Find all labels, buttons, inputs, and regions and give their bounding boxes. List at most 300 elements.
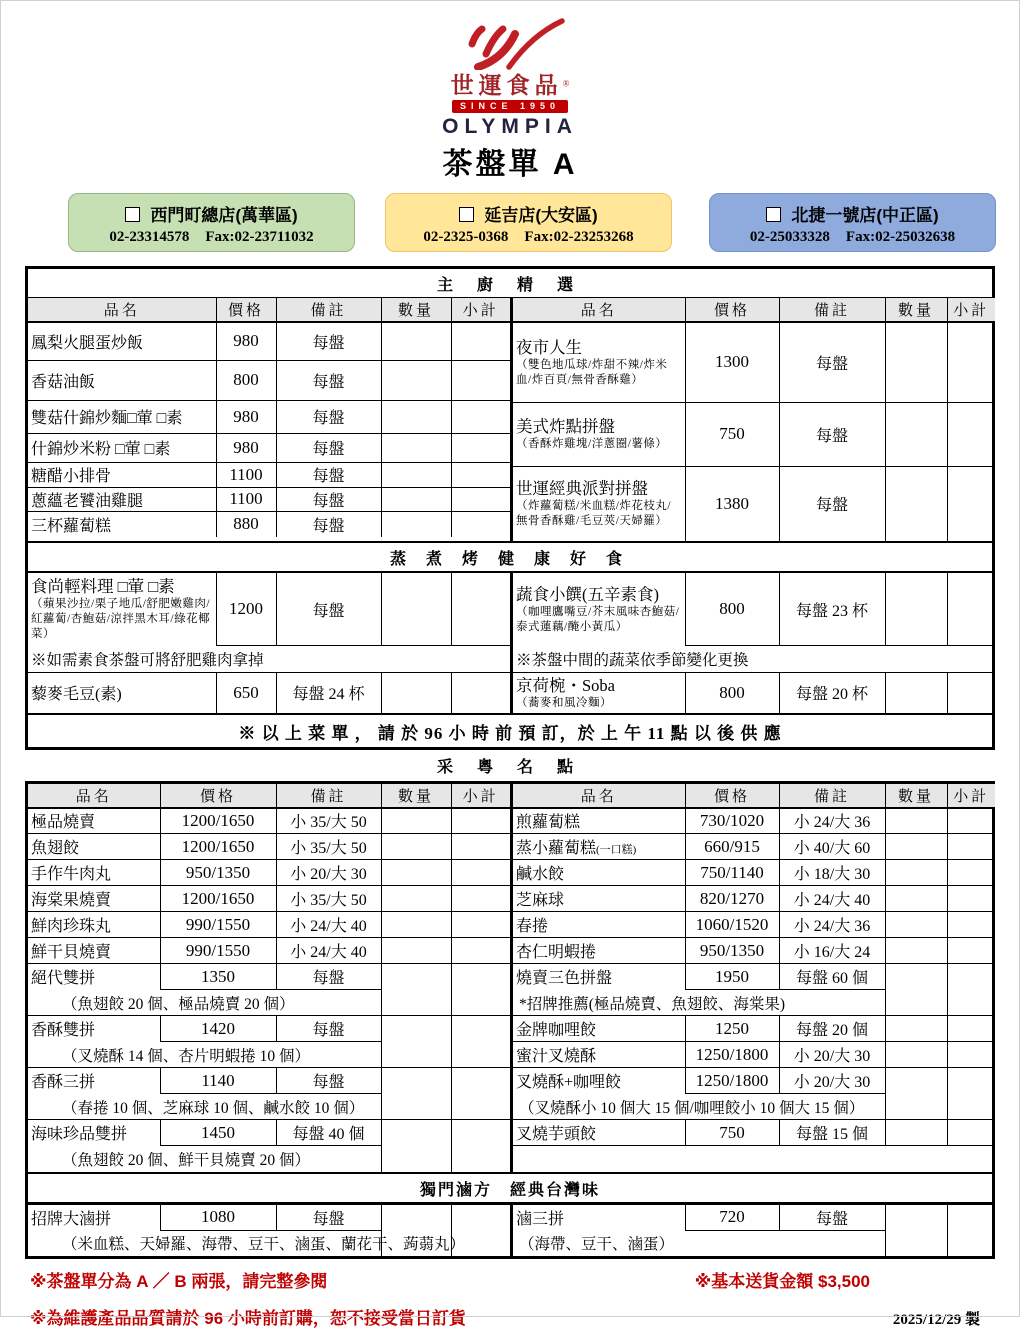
qty-cell[interactable]: [885, 322, 947, 402]
col-header-subtotal: 小計: [451, 784, 510, 808]
table-row: [28, 433, 510, 462]
price-cell: 1100: [216, 462, 276, 487]
since-banner: SINCE 1950: [452, 100, 568, 113]
subtotal-cell: [947, 808, 995, 834]
qty-cell[interactable]: [885, 1204, 947, 1256]
price-cell: 820/1270: [685, 886, 779, 912]
subtotal-cell: [451, 511, 510, 537]
col-header-note: 備註: [276, 784, 381, 808]
qty-cell[interactable]: [381, 573, 451, 646]
note-cell: 每盤: [276, 1068, 381, 1094]
item-name: 夜市人生: [516, 337, 582, 357]
store-phone-line: [710, 229, 995, 246]
col-header-price: 價格: [685, 784, 779, 808]
col-header-subtotal: 小計: [451, 298, 510, 322]
col-header-note: 備註: [779, 784, 885, 808]
subtotal-cell: [947, 964, 995, 1016]
header-row: [28, 784, 510, 808]
qty-cell[interactable]: [381, 400, 451, 433]
qty-cell[interactable]: [381, 360, 451, 400]
subtotal-cell: [451, 938, 510, 964]
store-phone-line: [386, 229, 671, 246]
item-name-cell: 什錦炒米粉 □葷 □素: [28, 433, 216, 462]
note-cell: 每盤: [276, 487, 381, 511]
store-checkbox[interactable]: [766, 207, 781, 222]
qty-cell[interactable]: [885, 1068, 947, 1120]
qty-cell[interactable]: [381, 1068, 451, 1120]
price-cell: 950/1350: [685, 938, 779, 964]
item-name-cell: 鮮干貝燒賣: [28, 938, 160, 964]
note-cell: 每盤 15 個: [779, 1120, 885, 1146]
note-cell: 每盤: [276, 360, 381, 400]
subtotal-cell: [451, 360, 510, 400]
item-name-cell: 芝麻球: [513, 886, 685, 912]
header-row: [513, 298, 995, 322]
store-phone: 02-2325-0368: [423, 229, 509, 245]
note-cell: 每盤 60 個: [779, 964, 885, 990]
dimsum-right-half: [513, 784, 995, 1172]
subtotal-cell: [451, 400, 510, 433]
section-note-cell: ※如需素食茶盤可將舒肥雞肉拿掉: [28, 646, 510, 673]
qty-cell[interactable]: [381, 912, 451, 938]
qty-cell[interactable]: [381, 1120, 451, 1172]
olympia-swoosh-icon: [450, 18, 570, 70]
store-name-line: [386, 201, 671, 226]
price-cell: 880: [216, 511, 276, 537]
table-row: [513, 912, 995, 938]
price-cell: 1080: [160, 1204, 276, 1230]
note-cell: 每盤: [779, 402, 885, 466]
price-cell: 660/915: [685, 834, 779, 860]
qty-cell[interactable]: [885, 1120, 947, 1146]
braised-left-table: [28, 1204, 510, 1257]
subtotal-cell: [947, 466, 995, 541]
item-desc: （蘋果沙拉/栗子地瓜/舒肥嫩雞肉/紅蘿蔔/杏鮑菇/涼拌黑木耳/綠花椰菜）: [31, 598, 211, 641]
qty-cell[interactable]: [381, 834, 451, 860]
price-cell: 1250/1800: [685, 1042, 779, 1068]
store-box-ximending: [68, 193, 355, 252]
subtotal-cell: [451, 834, 510, 860]
braised-left-half: [28, 1204, 513, 1257]
item-name-cell: 鹹水餃: [513, 860, 685, 886]
note-cell: 小 24/大 36: [779, 912, 885, 938]
table-row: [28, 964, 510, 990]
delivery-minimum-note: ※基本送貨金額 $3,500: [694, 1272, 870, 1291]
store-checkbox[interactable]: [125, 207, 140, 222]
qty-cell[interactable]: [381, 322, 451, 360]
item-name-cell: 海棠果燒賣: [28, 886, 160, 912]
item-name-cell: 海味珍品雙拼: [28, 1120, 160, 1146]
combo-detail-cell: （海帶、豆干、滷蛋）: [519, 1236, 675, 1254]
subtotal-cell: [947, 1016, 995, 1042]
price-cell: 650: [216, 673, 276, 713]
price-cell: 1100: [216, 487, 276, 511]
subtotal-cell: [947, 912, 995, 938]
header-row: [28, 298, 510, 322]
qty-cell[interactable]: [381, 1016, 451, 1068]
item-name: 食尚輕料理 □葷 □素: [31, 577, 175, 597]
price-cell: 1380: [685, 466, 779, 541]
price-cell: 980: [216, 322, 276, 360]
note-cell: 小 35/大 50: [276, 808, 381, 834]
braised-right-table: [513, 1204, 995, 1257]
price-cell: 950/1350: [160, 860, 276, 886]
chef-right-table: [513, 298, 995, 541]
price-cell: 990/1550: [160, 938, 276, 964]
qty-cell[interactable]: [381, 487, 451, 511]
item-name-cell: [513, 322, 685, 402]
item-name-cell: [513, 834, 685, 860]
table-row: [28, 511, 510, 537]
price-cell: 1250: [685, 1016, 779, 1042]
table-row: [513, 834, 995, 860]
note-cell: 小 24/大 40: [276, 938, 381, 964]
item-name-cell: 叉燒酥+咖哩餃: [513, 1068, 685, 1094]
item-name-cell: [513, 402, 685, 466]
subtotal-cell: [451, 433, 510, 462]
combo-detail-cell: （魚翅餃 20 個、極品燒賣 20 個）: [28, 990, 381, 1016]
price-cell: 750: [685, 402, 779, 466]
store-name: 北捷一號店(中正區): [791, 206, 939, 225]
item-name-cell: 香酥雙拼: [28, 1016, 160, 1042]
note-cell: 每盤: [276, 433, 381, 462]
note-cell: 每盤 24 杯: [276, 673, 381, 713]
price-cell: 750/1140: [685, 860, 779, 886]
col-header-name: 品名: [28, 298, 216, 322]
qty-cell[interactable]: [885, 402, 947, 466]
brand-name-zh: 世運食品: [450, 73, 563, 98]
table-row: [28, 322, 510, 360]
section-title-braised: 獨門滷方 經典台灣味: [28, 1172, 992, 1204]
qty-cell[interactable]: [885, 573, 947, 646]
item-name: 京荷椀・Soba: [516, 675, 615, 695]
price-cell: 1420: [160, 1016, 276, 1042]
item-desc: （炸蘿蔔糕/米血糕/炸花枝丸/無骨香酥雞/毛豆莢/天婦羅）: [516, 500, 672, 528]
note-cell: 每盤 20 個: [779, 1016, 885, 1042]
healthy-right-half: [513, 572, 995, 713]
item-desc: （蕎麥和風冷麵）: [516, 696, 612, 709]
qty-cell[interactable]: [885, 834, 947, 860]
footer-notes: [30, 1267, 990, 1329]
col-header-name: 品名: [513, 298, 685, 322]
table-row: [28, 938, 510, 964]
col-header-qty: 數量: [885, 784, 947, 808]
note-cell: 小 20/大 30: [779, 1042, 885, 1068]
chef-left-table: [28, 298, 510, 537]
note-cell: 小 20/大 30: [276, 860, 381, 886]
subtotal-cell: [451, 322, 510, 360]
col-header-qty: 數量: [381, 298, 451, 322]
logo: [0, 0, 1020, 137]
section-title-dimsum: 采 粵 名 點: [436, 758, 583, 776]
note-cell: 每盤: [276, 1016, 381, 1042]
combo-detail-cell: （叉燒酥小 10 個大 15 個/咖哩餃小 10 個大 15 個）: [513, 1094, 885, 1120]
qty-cell[interactable]: [885, 964, 947, 1016]
note-cell: 小 24/大 36: [779, 808, 885, 834]
qty-cell[interactable]: [381, 462, 451, 487]
subtotal-cell: [451, 860, 510, 886]
table-row: [28, 1016, 510, 1042]
healthy-tables: [28, 572, 992, 713]
table-row: [28, 462, 510, 487]
qty-cell[interactable]: [885, 912, 947, 938]
subtotal-cell: [947, 1204, 995, 1256]
qty-cell[interactable]: [885, 673, 947, 713]
note-cell: 小 20/大 30: [779, 1068, 885, 1094]
table-row: [513, 1068, 995, 1094]
price-cell: 980: [216, 400, 276, 433]
subtotal-cell: [451, 573, 510, 646]
table-row: [28, 573, 510, 646]
table-row: [513, 402, 995, 466]
table-row: [28, 487, 510, 511]
dimsum-left-half: [28, 784, 513, 1172]
price-cell: 730/1020: [685, 808, 779, 834]
footer-row-1: [30, 1267, 990, 1292]
price-cell: 1140: [160, 1068, 276, 1094]
qty-cell[interactable]: [381, 673, 451, 713]
preorder-notice: ※ 以 上 菜 單 ， 請 於 96 小 時 前 預 訂，於 上 午 11 點 以 後 供 應: [28, 713, 992, 747]
subtotal-cell: [947, 573, 995, 646]
qty-cell[interactable]: [381, 886, 451, 912]
item-name-cell: 蔥蘊老饕油雞腿: [28, 487, 216, 511]
price-cell: 800: [216, 360, 276, 400]
dimsum-block: [25, 781, 995, 1260]
qty-cell[interactable]: [381, 808, 451, 834]
item-name-cell: 煎蘿蔔糕: [513, 808, 685, 834]
table-row: [28, 1068, 510, 1094]
qty-cell[interactable]: [885, 808, 947, 834]
table-row: [513, 886, 995, 912]
note-cell: 每盤: [276, 322, 381, 360]
table-row: [28, 1120, 510, 1146]
item-name-cell: 藜麥毛豆(素): [28, 673, 216, 713]
col-header-note: 備註: [276, 298, 381, 322]
col-header-price: 價格: [160, 784, 276, 808]
store-box-beijie: [709, 193, 996, 252]
subtotal-cell: [947, 402, 995, 466]
qty-cell[interactable]: [381, 938, 451, 964]
store-phone-line: [69, 229, 354, 246]
item-name-cell: 糖醋小排骨: [28, 462, 216, 487]
note-cell: 小 18/大 30: [779, 860, 885, 886]
page-title: 茶盤單 A: [442, 148, 578, 181]
store-phone: 02-23314578: [109, 229, 190, 245]
store-name: 西門町總店(萬華區): [150, 206, 298, 225]
healthy-left-table: [28, 572, 510, 713]
note-cell: 每盤: [276, 511, 381, 537]
item-name-cell: 金牌咖哩餃: [513, 1016, 685, 1042]
subtotal-cell: [947, 834, 995, 860]
table-row: [28, 360, 510, 400]
table-row: [28, 886, 510, 912]
table-row: [28, 912, 510, 938]
qty-cell[interactable]: [381, 433, 451, 462]
subtotal-cell: [947, 886, 995, 912]
col-header-qty: 數量: [885, 298, 947, 322]
col-header-name: 品名: [513, 784, 685, 808]
store-fax: Fax:02-25032638: [845, 229, 956, 245]
price-cell: 1200/1650: [160, 834, 276, 860]
store-box-yanji: [385, 193, 672, 252]
qty-cell[interactable]: [885, 938, 947, 964]
note-cell: 每盤: [276, 964, 381, 990]
note-cell: 小 35/大 50: [276, 886, 381, 912]
item-desc: （雙色地瓜球/炸甜不辣/炸米血/炸百頁/無骨香酥雞）: [516, 358, 668, 386]
note-cell: 每盤 40 個: [276, 1120, 381, 1146]
subtotal-cell: [947, 1120, 995, 1146]
note-cell: 每盤: [779, 466, 885, 541]
item-desc: （香酥炸雞塊/洋蔥圈/薯條）: [516, 437, 668, 450]
note-cell: 小 40/大 60: [779, 834, 885, 860]
price-cell: 1250/1800: [685, 1068, 779, 1094]
price-cell: 1300: [685, 322, 779, 402]
healthy-right-table: [513, 572, 995, 713]
table-row: [28, 673, 510, 713]
price-cell: 1200: [216, 573, 276, 646]
item-name-cell: 蜜汁叉燒酥: [513, 1042, 685, 1068]
qty-cell[interactable]: [885, 886, 947, 912]
price-cell: 1200/1650: [160, 808, 276, 834]
item-name: 世運經典派對拼盤: [516, 479, 648, 499]
table-row: [513, 646, 995, 673]
note-cell: 每盤 20 杯: [779, 673, 885, 713]
subtotal-cell: [947, 938, 995, 964]
price-cell: 750: [685, 1120, 779, 1146]
qty-cell[interactable]: [381, 511, 451, 537]
qty-cell[interactable]: [885, 466, 947, 541]
col-header-price: 價格: [685, 298, 779, 322]
store-fax: Fax:02-23253268: [524, 229, 634, 245]
item-name-cell: [513, 673, 685, 713]
table-row: [513, 1120, 995, 1146]
qty-cell[interactable]: [885, 1042, 947, 1068]
section-title-healthy: 蒸 煮 烤 健 康 好 食: [28, 541, 992, 572]
combo-detail-cell: （春捲 10 個、芝麻球 10 個、鹹水餃 10 個）: [28, 1094, 381, 1120]
note-cell: 小 24/大 40: [276, 912, 381, 938]
item-name-cell: 三杯蘿蔔糕: [28, 511, 216, 537]
price-cell: 980: [216, 433, 276, 462]
subtotal-cell: [451, 487, 510, 511]
note-cell: 每盤: [276, 573, 381, 646]
col-header-price: 價格: [216, 298, 276, 322]
qty-cell[interactable]: [381, 964, 451, 1016]
braised-tables: [28, 1204, 992, 1257]
combo-detail-cell: *招牌推薦(極品燒賣、魚翅餃、海棠果): [513, 990, 885, 1016]
note-cell: 小 24/大 40: [779, 886, 885, 912]
subtotal-cell: [947, 1042, 995, 1068]
item-name-cell: 香菇油飯: [28, 360, 216, 400]
store-fax: Fax:02-23711032: [205, 229, 314, 245]
item-name-cell: 招牌大滷拼: [28, 1204, 160, 1230]
item-name: 美式炸點拼盤: [516, 417, 615, 437]
item-name-cell: 鳳梨火腿蛋炒飯: [28, 322, 216, 360]
store-name: 延吉店(大安區): [484, 206, 598, 225]
combo-detail-cell: （米血糕、天婦羅、海帶、豆干、滷蛋、蘭花干、蒟蒻丸）: [62, 1236, 466, 1254]
item-name-cell: 燒賣三色拼盤: [513, 964, 685, 990]
qty-cell[interactable]: [381, 860, 451, 886]
section-note-cell: ※茶盤中間的蔬菜依季節變化更換: [513, 646, 995, 673]
chef-left-half: [28, 298, 513, 541]
table-row: [28, 808, 510, 834]
subtotal-cell: [947, 860, 995, 886]
item-desc: （咖哩鷹嘴豆/芥末風味杏鮑菇/泰式蓮藕/醃小黃瓜）: [516, 605, 680, 633]
chef-right-half: [513, 298, 995, 541]
price-cell: 1060/1520: [685, 912, 779, 938]
qty-cell[interactable]: [885, 860, 947, 886]
table-row: [28, 834, 510, 860]
subtotal-cell: [451, 1016, 510, 1068]
print-date: 2025/12/29 製: [892, 1312, 980, 1328]
subtotal-cell: [451, 1068, 510, 1120]
store-name-line: [710, 201, 995, 226]
combo-detail-cell: （叉燒酥 14 個、杏片明蝦捲 10 個）: [28, 1042, 381, 1068]
note-cell: 每盤: [276, 400, 381, 433]
brand-name-en: OLYMPIA: [442, 115, 578, 138]
store-selector-row: [68, 193, 1000, 252]
col-header-name: 品名: [28, 784, 160, 808]
braised-right-half: [513, 1204, 995, 1257]
price-cell: 990/1550: [160, 912, 276, 938]
note-cell: 每盤 23 杯: [779, 573, 885, 646]
table-row: [513, 1204, 995, 1230]
item-name-cell: 鮮肉珍珠丸: [28, 912, 160, 938]
col-header-subtotal: 小計: [947, 784, 995, 808]
footer-note-2: ※為維護產品品質請於 96 小時前訂購，恕不接受當日訂貨: [30, 1309, 466, 1328]
dimsum-right-table: [513, 784, 995, 1172]
price-cell: 800: [685, 673, 779, 713]
price-cell: 1450: [160, 1120, 276, 1146]
note-cell: 每盤: [779, 1204, 885, 1230]
subtotal-cell: [451, 912, 510, 938]
dimsum-left-table: [28, 784, 510, 1172]
table-row: [513, 964, 995, 990]
subtotal-cell: [451, 964, 510, 1016]
item-name-cell: 雙菇什錦炒麵□葷 □素: [28, 400, 216, 433]
table-row: [28, 860, 510, 886]
subtotal-cell: [451, 1120, 510, 1172]
footer-row-2: [30, 1298, 990, 1329]
col-header-subtotal: 小計: [947, 298, 995, 322]
table-row: [28, 400, 510, 433]
note-cell: 每盤: [779, 322, 885, 402]
item-name-cell: 絕代雙拼: [28, 964, 160, 990]
table-row: [513, 860, 995, 886]
subtotal-cell: [947, 1068, 995, 1120]
table-row: [513, 322, 995, 402]
store-checkbox[interactable]: [459, 207, 474, 222]
note-cell: 每盤: [276, 462, 381, 487]
item-name-cell: 滷三拼: [513, 1204, 685, 1230]
table-row: [513, 1146, 995, 1172]
empty-filler-cell: [513, 1146, 995, 1172]
subtotal-cell: [451, 462, 510, 487]
qty-cell[interactable]: [885, 1016, 947, 1042]
note-cell: 小 35/大 50: [276, 834, 381, 860]
note-cell: 小 16/大 24: [779, 938, 885, 964]
table-row: [513, 938, 995, 964]
item-name-cell: 叉燒芋頭餃: [513, 1120, 685, 1146]
table-row: [513, 673, 995, 713]
store-name-line: [69, 201, 354, 226]
subtotal-cell: [947, 322, 995, 402]
table-row: [513, 1016, 995, 1042]
price-cell: 720: [685, 1204, 779, 1230]
item-name-cell: [513, 466, 685, 541]
subtotal-cell: [451, 808, 510, 834]
item-name: 蒸小蘿蔔糕: [516, 840, 597, 857]
registered-mark: ®: [562, 78, 570, 89]
